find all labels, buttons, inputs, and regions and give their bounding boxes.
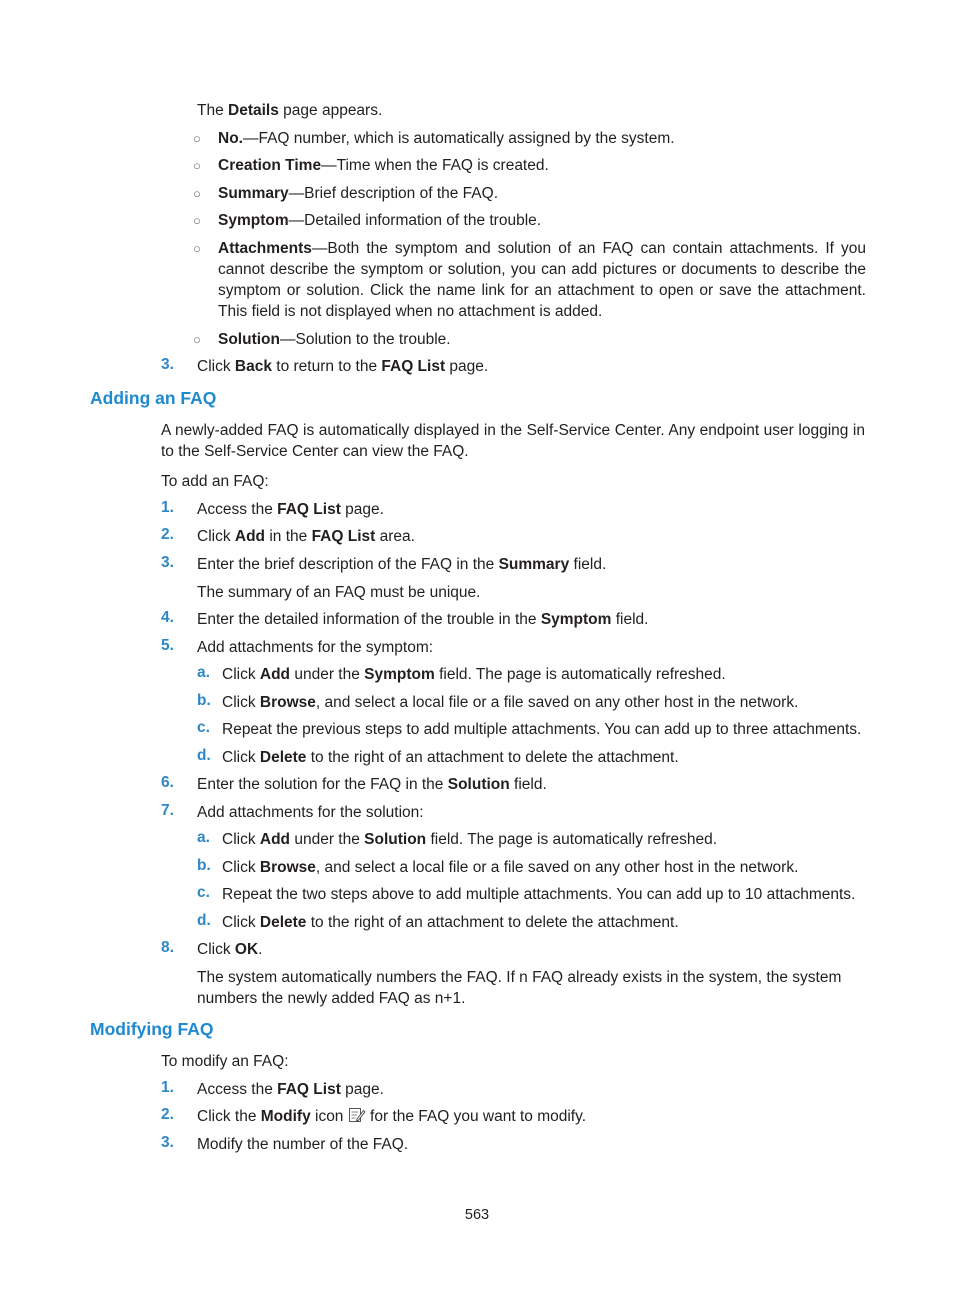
substep-letter: d. bbox=[197, 747, 211, 764]
details-item-no: No.—FAQ number, which is automatically assigned by the system. bbox=[218, 130, 675, 147]
section-heading-modifying-faq: Modifying FAQ bbox=[90, 1019, 214, 1039]
adding-step-1: Access the FAQ List page. bbox=[197, 501, 384, 518]
step-number: 2. bbox=[161, 526, 174, 543]
bullet-icon: ○ bbox=[193, 241, 201, 256]
step-number: 8. bbox=[161, 939, 174, 956]
details-item-attachments: Attachments—Both the symptom and solution of an FAQ can contain attachments. If you cannot describe the symptom or solution, you can add pictures or documents to describe the symptom or solution. Click the name link for an attachment to open or save the attachment. This field is not displayed when no attachment is added. bbox=[218, 240, 866, 320]
bullet-icon: ○ bbox=[193, 332, 201, 347]
adding-step-8: Click OK. bbox=[197, 941, 263, 958]
bullet-icon: ○ bbox=[193, 213, 201, 228]
substep-letter: b. bbox=[197, 857, 211, 874]
details-item-creation-time: Creation Time—Time when the FAQ is created. bbox=[218, 157, 549, 174]
details-item-symptom: Symptom—Detailed information of the trouble. bbox=[218, 212, 542, 229]
adding-step-5d: Click Delete to the right of an attachment to delete the attachment. bbox=[222, 749, 679, 766]
step-number: 3. bbox=[161, 554, 174, 571]
adding-lead: To add an FAQ: bbox=[161, 473, 269, 490]
substep-letter: a. bbox=[197, 664, 210, 681]
adding-step-7: Add attachments for the solution: bbox=[197, 804, 424, 821]
adding-step-6: Enter the solution for the FAQ in the Solution field. bbox=[197, 776, 547, 793]
adding-step-2: Click Add in the FAQ List area. bbox=[197, 528, 415, 545]
adding-step-7d: Click Delete to the right of an attachment to delete the attachment. bbox=[222, 914, 679, 931]
adding-step-3-note: The summary of an FAQ must be unique. bbox=[197, 584, 481, 601]
adding-step-7a: Click Add under the Solution field. The page is automatically refreshed. bbox=[222, 831, 718, 848]
step-back: Click Back to return to the FAQ List page. bbox=[197, 358, 489, 375]
adding-step-5c: Repeat the previous steps to add multiple attachments. You can add up to three attachments. bbox=[222, 721, 862, 738]
substep-letter: a. bbox=[197, 829, 210, 846]
substep-letter: c. bbox=[197, 884, 210, 901]
step-number: 1. bbox=[161, 499, 174, 516]
details-intro: The Details page appears. bbox=[197, 102, 383, 119]
step-number: 1. bbox=[161, 1079, 174, 1096]
step-number: 6. bbox=[161, 774, 174, 791]
substep-letter: b. bbox=[197, 692, 211, 709]
step-number: 3. bbox=[161, 356, 174, 373]
page-number: 563 bbox=[464, 1207, 490, 1223]
modifying-step-3: Modify the number of the FAQ. bbox=[197, 1136, 409, 1153]
adding-step-8-note: The system automatically numbers the FAQ. If n FAQ already exists in the system, the system numbers the newly added FAQ as n+1. bbox=[197, 969, 842, 1007]
edit-note-icon bbox=[348, 1106, 366, 1130]
step-number: 7. bbox=[161, 802, 174, 819]
modifying-step-1: Access the FAQ List page. bbox=[197, 1081, 384, 1098]
modifying-lead: To modify an FAQ: bbox=[161, 1053, 289, 1070]
section-heading-adding-faq: Adding an FAQ bbox=[90, 388, 217, 408]
substep-letter: c. bbox=[197, 719, 210, 736]
substep-letter: d. bbox=[197, 912, 211, 929]
bullet-icon: ○ bbox=[193, 158, 201, 173]
adding-step-4: Enter the detailed information of the trouble in the Symptom field. bbox=[197, 611, 649, 628]
details-item-solution: Solution—Solution to the trouble. bbox=[218, 331, 451, 348]
step-number: 2. bbox=[161, 1106, 174, 1123]
step-number: 4. bbox=[161, 609, 174, 626]
bullet-icon: ○ bbox=[193, 131, 201, 146]
adding-step-5b: Click Browse, and select a local file or a file saved on any other host in the network. bbox=[222, 694, 799, 711]
modifying-step-2: Click the Modify icon for the FAQ you want to modify. bbox=[197, 1106, 586, 1130]
adding-step-5a: Click Add under the Symptom field. The page is automatically refreshed. bbox=[222, 666, 726, 683]
step-number: 3. bbox=[161, 1134, 174, 1151]
details-item-summary: Summary—Brief description of the FAQ. bbox=[218, 185, 498, 202]
adding-step-5: Add attachments for the symptom: bbox=[197, 639, 434, 656]
step-number: 5. bbox=[161, 637, 174, 654]
adding-description: A newly-added FAQ is automatically displayed in the Self-Service Center. Any endpoint user logging in to the Self-Service Center can view the FAQ. bbox=[161, 422, 865, 460]
adding-step-7b: Click Browse, and select a local file or a file saved on any other host in the network. bbox=[222, 859, 799, 876]
adding-step-3: Enter the brief description of the FAQ in the Summary field. bbox=[197, 556, 607, 573]
bullet-icon: ○ bbox=[193, 186, 201, 201]
adding-step-7c: Repeat the two steps above to add multiple attachments. You can add up to 10 attachments. bbox=[222, 886, 856, 903]
